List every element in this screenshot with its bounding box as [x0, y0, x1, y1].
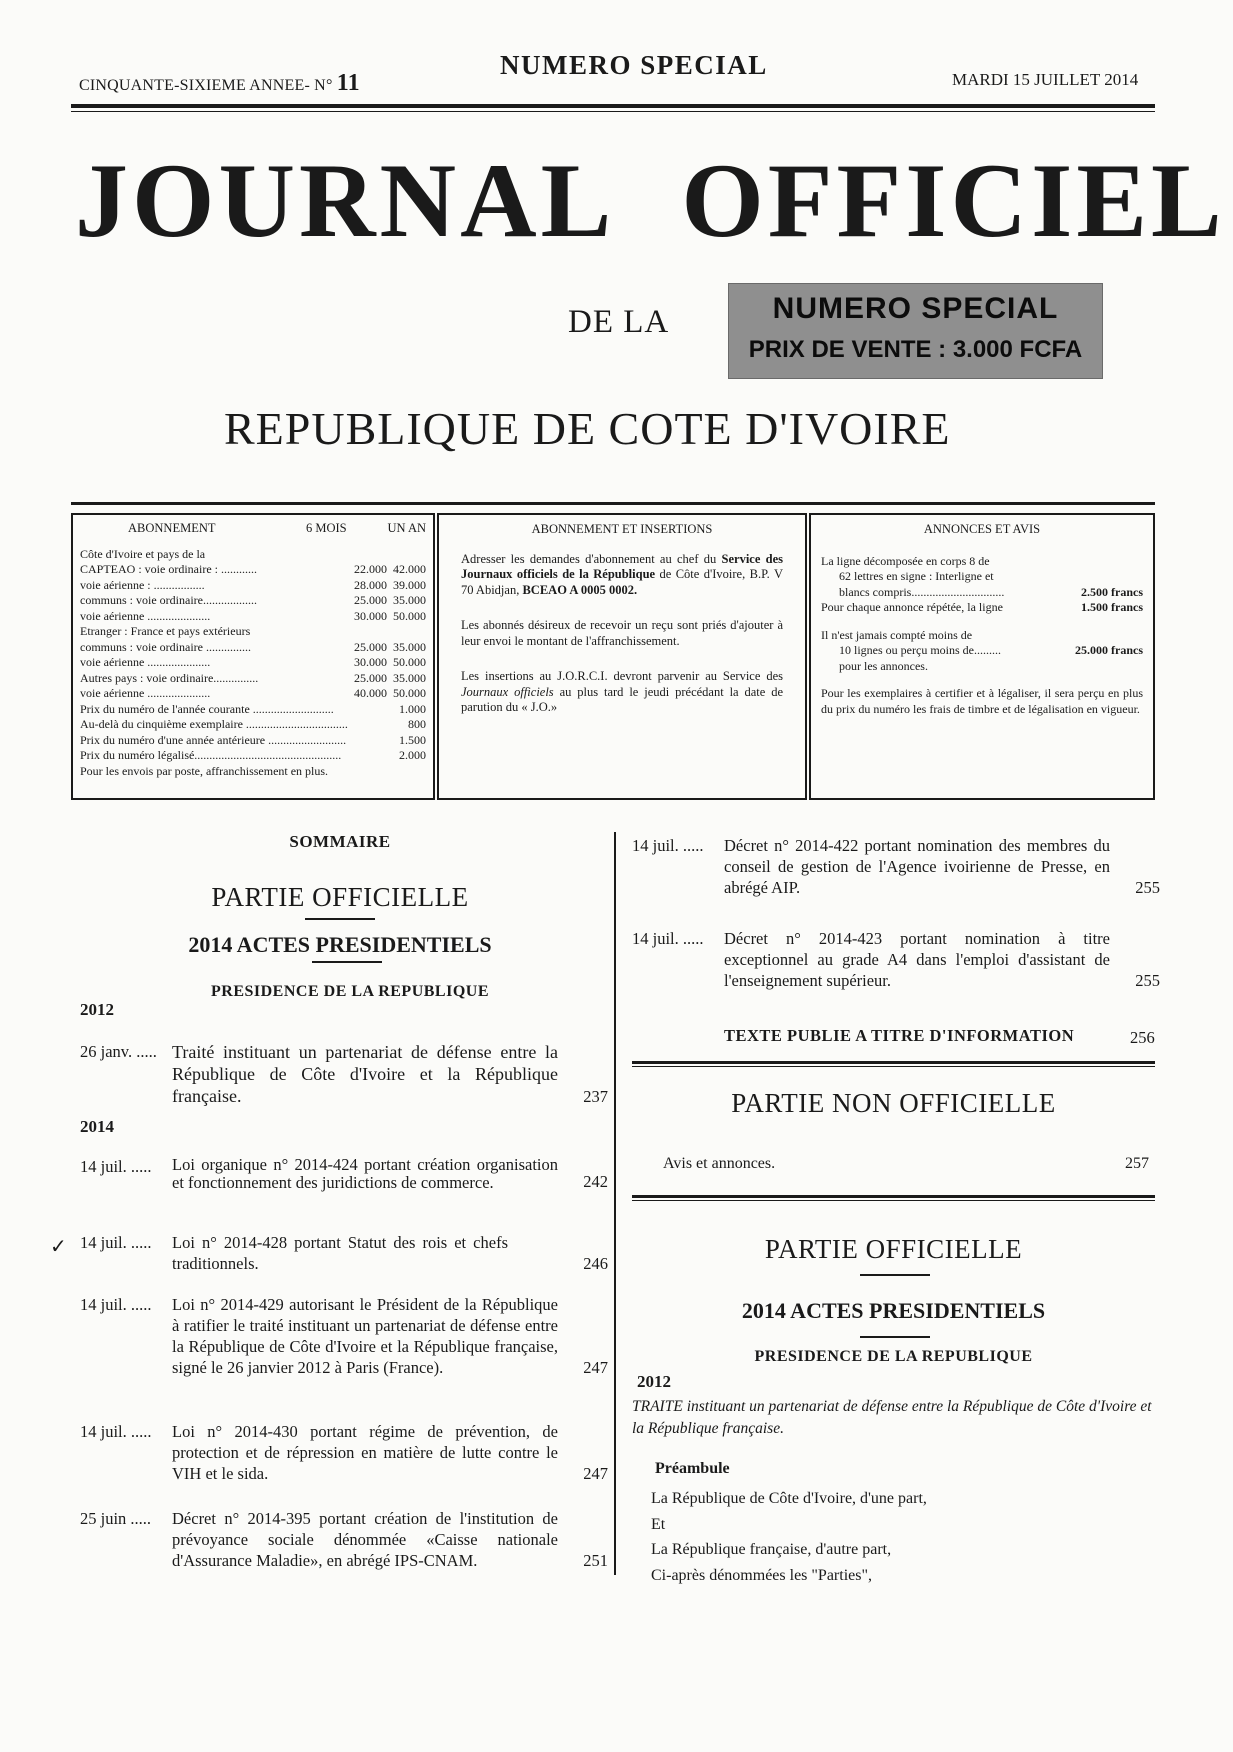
sommaire-entry: 14 juil. ..... Loi organique n° 2014-424 portant création organisation et fonctionnement des juridictions de commerce. 242: [80, 1155, 608, 1192]
issue-label: CINQUANTE-SIXIEME ANNEE- N° 11: [79, 70, 360, 96]
partie-non-officielle-heading: PARTIE NON OFFICIELLE: [731, 1088, 1056, 1118]
year-heading: 2012: [80, 1000, 114, 1019]
tarif-row: voie aérienne ..................... 30.000 50.000: [80, 655, 426, 669]
republique-title: REPUBLIQUE DE COTE D'IVOIRE: [224, 403, 951, 454]
abonnement-box: [71, 513, 435, 800]
annonces-line: pour les annonces.: [839, 658, 928, 673]
tarif-row: Prix du numéro légalisé................................................. 2.000: [80, 748, 426, 762]
tarif-row: Etranger : France et pays extérieurs: [80, 624, 251, 638]
sommaire-entry: 14 juil. ..... Loi n° 2014-430 portant régime de prévention, de protection et de répression en matière de lutte contre le VIH et le sida. 247: [80, 1422, 608, 1483]
heading-underline: [860, 1336, 930, 1338]
header-rule: [71, 104, 1155, 108]
year-heading: 2014: [80, 1117, 114, 1136]
section-rule-thin: [632, 1066, 1155, 1067]
avis-label: Avis et annonces.: [663, 1155, 776, 1172]
heading-underline: [860, 1274, 930, 1276]
insertions-deadline-note: Les insertions au J.O.R.C.I. devront parvenir au Service des Journaux officiels au plus tard le jeudi précédant la date de parution du « J.O.»: [461, 669, 783, 714]
avis-page: 257: [1125, 1155, 1149, 1172]
annonces-line: La ligne décomposée en corps 8 de: [821, 553, 990, 568]
issue-number: 11: [336, 70, 360, 96]
sommaire-entry: 14 juil. ..... Décret n° 2014-423 portant nomination à titre exceptionnel au grade A4 dans l'emploi d'assistant de l'enseignement supérieur. 255: [632, 929, 1160, 990]
de-la-label: DE LA: [568, 304, 670, 340]
heading-underline: [305, 918, 375, 920]
issue-date: MARDI 15 JUILLET 2014: [952, 70, 1139, 89]
section-rule-thin: [632, 1200, 1155, 1201]
tarif-row: Côte d'Ivoire et pays de la: [80, 546, 206, 561]
body-year: 2012: [637, 1372, 671, 1391]
tarif-row: Pour les envois par poste, affranchissement en plus.: [80, 763, 329, 778]
body-actes-heading: 2014 ACTES PRESIDENTIELS: [741, 1298, 1046, 1323]
annonces-legalisation-note: Pour les exemplaires à certifier et à légaliser, il sera perçu en plus du prix du numéro les frais de timbre et de légalisation en vigueur.: [821, 686, 1143, 716]
column-separator: [614, 832, 616, 1575]
traite-title: TRAITE instituant un partenariat de défense entre la République de Côte d'Ivoire et la République française.: [632, 1398, 1152, 1437]
tarif-row: voie aérienne ..................... 40.000 50.000: [80, 686, 426, 700]
sommaire-entry: 25 juin ..... Décret n° 2014-395 portant création de l'institution de prévoyance sociale dénommée «Caisse nationale d'Assurance Maladie», en abrégé IPS-CNAM. 251: [80, 1509, 608, 1570]
sommaire-entry: 14 juil. ..... Loi n° 2014-429 autorisant le Président de la République à ratifier le traité instituant un partenariat de défense entre la République de Côte d'Ivoire et la République française, signé le 26 janvier 2012 à Paris (France). 247: [80, 1295, 608, 1377]
preambule-heading: Préambule: [655, 1460, 730, 1477]
header-rule-thin: [71, 111, 1155, 112]
boxes-top-rule: [71, 502, 1155, 505]
sommaire-heading: SOMMAIRE: [289, 832, 391, 851]
badge-title: NUMERO SPECIAL: [772, 292, 1059, 325]
checkmark-icon: ✓: [50, 1236, 67, 1258]
tarif-row: communs : voie ordinaire ............... 25.000 35.000: [80, 639, 426, 654]
presidence-heading: PRESIDENCE DE LA REPUBLIQUE: [211, 983, 489, 1000]
insertions-address: Adresser les demandes d'abonnement au chef du Service des Journaux officiels de la République de Côte d'Ivoire, B.P. V 70 Abidjan, BCEAO A 0005 0002.: [461, 551, 784, 597]
sommaire-entry: 26 janv. ..... Traité instituant un partenariat de défense entre la République de Côte d'Ivoire et la République française. 237: [80, 1042, 608, 1106]
tarif-row: CAPTEAO : voie ordinaire : ............ 22.000 42.000: [80, 562, 426, 576]
insertions-receipt-note: Les abonnés désireux de recevoir un reçu sont priés d'ajouter à leur envoi le montant de l'affranchissement.: [461, 618, 783, 648]
section-rule: [632, 1195, 1155, 1198]
badge-price: PRIX DE VENTE : 3.000 FCFA: [748, 336, 1083, 363]
insertions-box: [437, 513, 807, 800]
tarif-row: Au-delà du cinquième exemplaire .................................. 800: [80, 717, 426, 731]
price-badge: [728, 283, 1103, 379]
annonces-line: 62 lettres en signe : Interligne et: [839, 569, 994, 583]
annonces-box: [809, 513, 1155, 800]
special-label: NUMERO SPECIAL: [500, 50, 768, 80]
sommaire-entry: 14 juil. ..... Loi n° 2014-428 portant Statut des rois et chefs traditionnels. 246: [80, 1233, 608, 1273]
heading-underline: [312, 961, 382, 963]
tarif-row: Prix du numéro de l'année courante ........................... 1.000: [80, 701, 426, 716]
partie-officielle-heading: PARTIE OFFICIELLE: [211, 882, 469, 912]
tarif-row: voie aérienne ..................... 30.000 50.000: [80, 608, 426, 623]
annonces-price-row: blancs compris............................... 2.500 francs: [839, 584, 1143, 599]
annonces-heading: ANNONCES ET AVIS: [923, 522, 1041, 536]
annonces-line: Il n'est jamais compté moins de: [821, 627, 973, 642]
texte-publie-heading: TEXTE PUBLIE A TITRE D'INFORMATION: [724, 1026, 1075, 1045]
body-presidence-heading: PRESIDENCE DE LA REPUBLIQUE: [754, 1348, 1033, 1365]
actes-heading: 2014 ACTES PRESIDENTIELS: [188, 932, 492, 957]
tarif-row: voie aérienne : ................. 28.000 39.000: [80, 577, 426, 592]
tarif-row: Autres pays : voie ordinaire............... 25.000 35.000: [80, 670, 426, 685]
journal-title: JOURNAL OFFICIEL: [75, 142, 1226, 259]
annonces-price-row: 10 lignes ou perçu moins de......... 25.000 francs: [839, 643, 1143, 657]
abonnement-rows: [80, 547, 426, 780]
body-partie-heading: PARTIE OFFICIELLE: [764, 1234, 1023, 1264]
preambule-text: La République de Côte d'Ivoire, d'une part, Et La République française, d'autre part, Ci-après dénommées les "Parties",: [651, 1490, 927, 1584]
tarif-row: communs : voie ordinaire.................. 25.000 35.000: [80, 593, 426, 607]
insertions-heading: ABONNEMENT ET INSERTIONS: [531, 522, 713, 536]
section-rule: [632, 1061, 1155, 1064]
tarif-row: Prix du numéro d'une année antérieure .......................... 1.500: [80, 732, 426, 747]
abonnement-header: ABONNEMENT 6 MOIS UN AN: [128, 521, 426, 535]
sommaire-entry: 14 juil. ..... Décret n° 2014-422 portant nomination des membres du conseil de gestion de l'Agence ivoirienne de Presse, en abrégé AIP. 255: [632, 836, 1160, 897]
texte-publie-page: 256: [1130, 1028, 1155, 1047]
annonces-price-row: Pour chaque annonce répétée, la ligne 1.500 francs: [821, 600, 1143, 614]
